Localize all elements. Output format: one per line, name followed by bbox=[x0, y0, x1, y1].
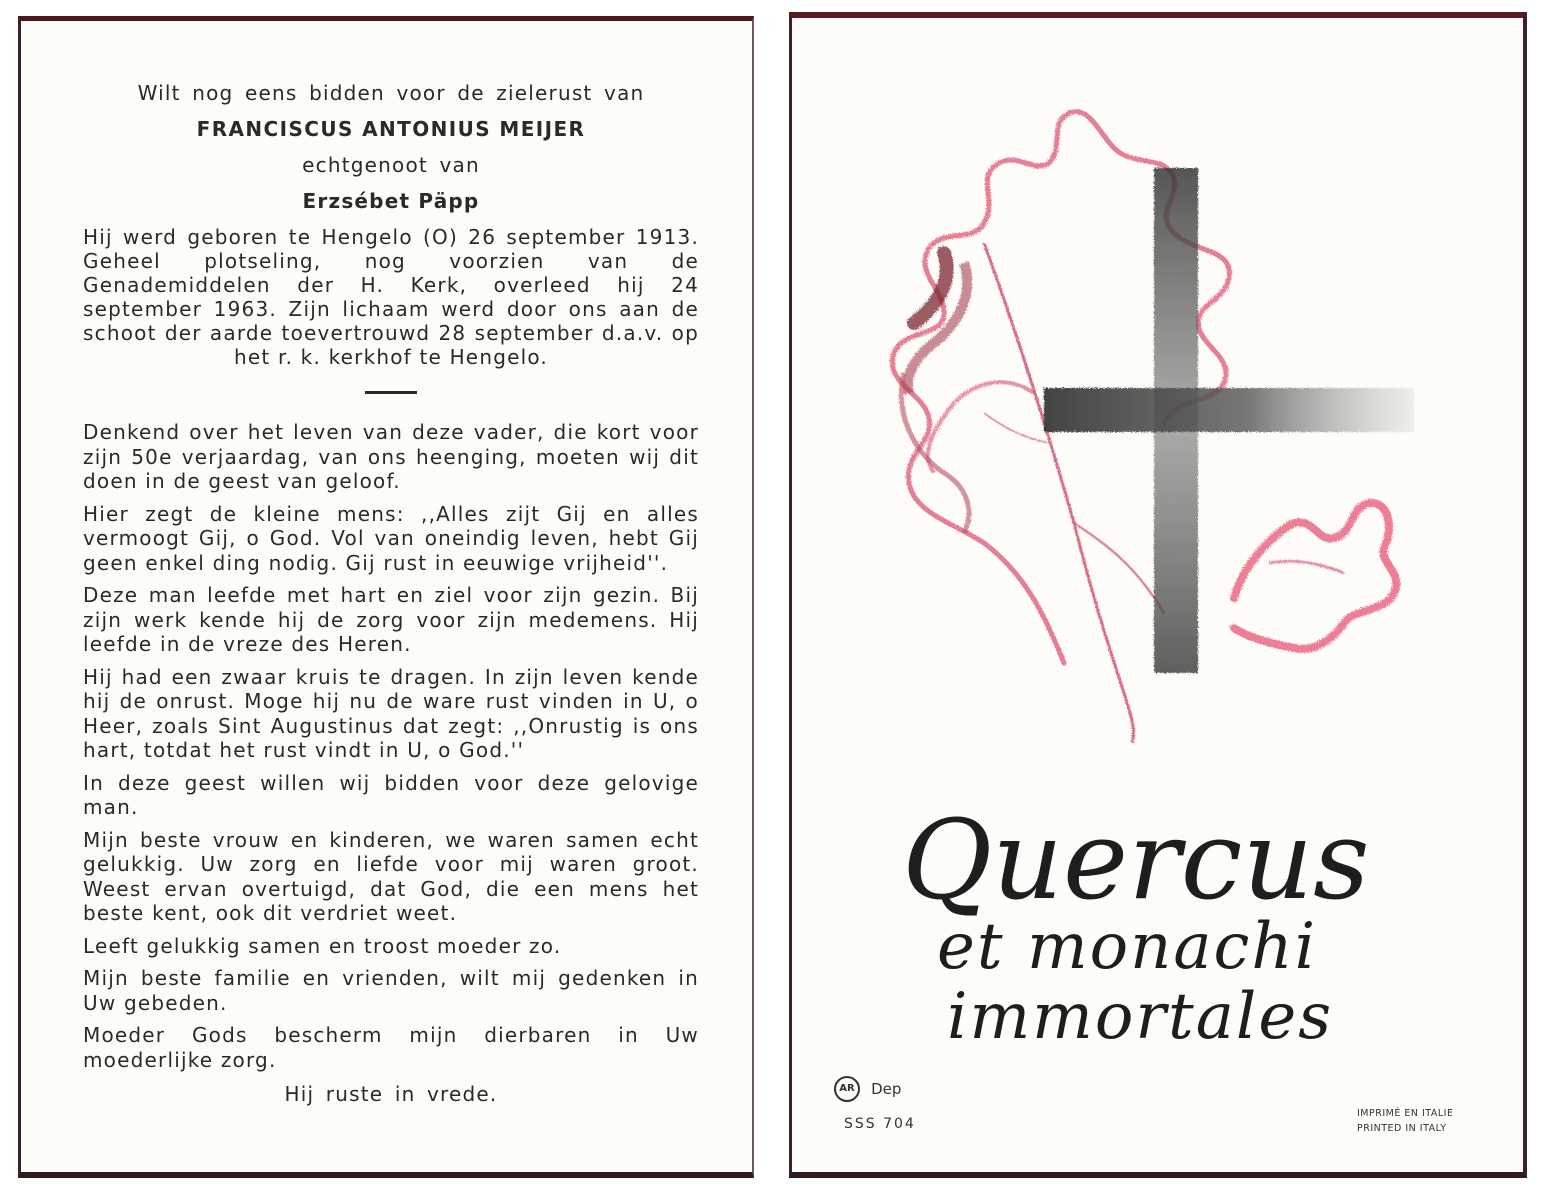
paragraph: Moeder Gods bescherm mijn dierbaren in Uw moederlijke zorg. bbox=[83, 1023, 699, 1072]
imprint-notice bbox=[1357, 1106, 1453, 1136]
publisher-logo: AR bbox=[834, 1076, 860, 1102]
spouse-label: echtgenoot van bbox=[302, 153, 480, 177]
latin-motto bbox=[892, 773, 1452, 1063]
deceased-name: FRANCISCUS ANTONIUS MEIJER bbox=[196, 117, 586, 141]
paragraph: Denkend over het leven van deze vader, die kort voor zijn 50e verjaardag, van ons heenging, moeten wij dit doen in de geest van geloof. bbox=[83, 420, 699, 493]
memorial-text-block bbox=[83, 81, 699, 1106]
divider-rule bbox=[365, 391, 417, 394]
paragraph: Deze man leefde met hart en ziel voor zijn gezin. Bij zijn werk kende hij de zorg voor zijn medemens. Hij leefde in de vreze des Heren. bbox=[83, 583, 699, 656]
imprint-line-fr: IMPRIMÉ EN ITALIE bbox=[1357, 1108, 1454, 1119]
dep-label: Dep bbox=[871, 1080, 902, 1098]
imprint-line-en: PRINTED IN ITALY bbox=[1357, 1123, 1447, 1134]
spouse-name: Erzsébet Päpp bbox=[302, 189, 480, 213]
series-code: SSS 704 bbox=[844, 1116, 916, 1132]
paragraph: In deze geest willen wij bidden voor deze gelovige man. bbox=[83, 770, 699, 819]
small-oak-leaf bbox=[1234, 503, 1396, 649]
paragraph: Hier zegt de kleine mens: ,,Alles zijt Gij en alles vermoogt Gij, o God. Vol van oneindig leven, hebt Gij geen enkel ding nodig. Gij rust in eeuwige vrijheid''. bbox=[83, 501, 699, 575]
cross-symbol bbox=[1044, 168, 1414, 673]
closing-line: Hij ruste in vrede. bbox=[284, 1082, 498, 1106]
paragraph: Leeft gelukkig samen en troost moeder zo. bbox=[83, 933, 562, 958]
motto-line-3: immortales bbox=[947, 980, 1334, 1054]
paragraph: Mijn beste familie en vrienden, wilt mij gedenken in Uw gebeden. bbox=[83, 966, 699, 1015]
oak-leaf-cross-illustration bbox=[874, 93, 1434, 753]
biography: Hij werd geboren te Hengelo (O) 26 september 1913. Geheel plotseling, nog voorzien van de Genademiddelen der H. Kerk, overleed hij 24 september 1963. Zijn lichaam werd door ons aan de schoot der aarde toevertrouwd 28 september d.a.v. op het r. k. kerkhof te Hengelo. bbox=[83, 225, 699, 369]
memorial-card-image bbox=[789, 12, 1527, 1178]
paragraph: Mijn beste vrouw en kinderen, we waren samen echt gelukkig. Uw zorg en liefde voor mij waren groot. Weest ervan overtuigd, dat God, die een mens het beste kent, ook dit verdriet weet. bbox=[83, 827, 699, 925]
memorial-card-text bbox=[18, 16, 754, 1178]
publisher-mark bbox=[834, 1076, 901, 1102]
motto-line-1: Quercus bbox=[902, 796, 1370, 924]
motto-line-2: et monachi bbox=[937, 910, 1318, 984]
opening-line: Wilt nog eens bidden voor de zielerust van bbox=[137, 81, 645, 105]
paragraph: Hij had een zwaar kruis te dragen. In zijn leven kende hij de onrust. Moge hij nu de ware rust vinden in U, o Heer, zoals Sint Augustinus dat zegt: ,,Onrustig is ons hart, totdat het rust vindt in U, o God.'' bbox=[83, 664, 699, 762]
